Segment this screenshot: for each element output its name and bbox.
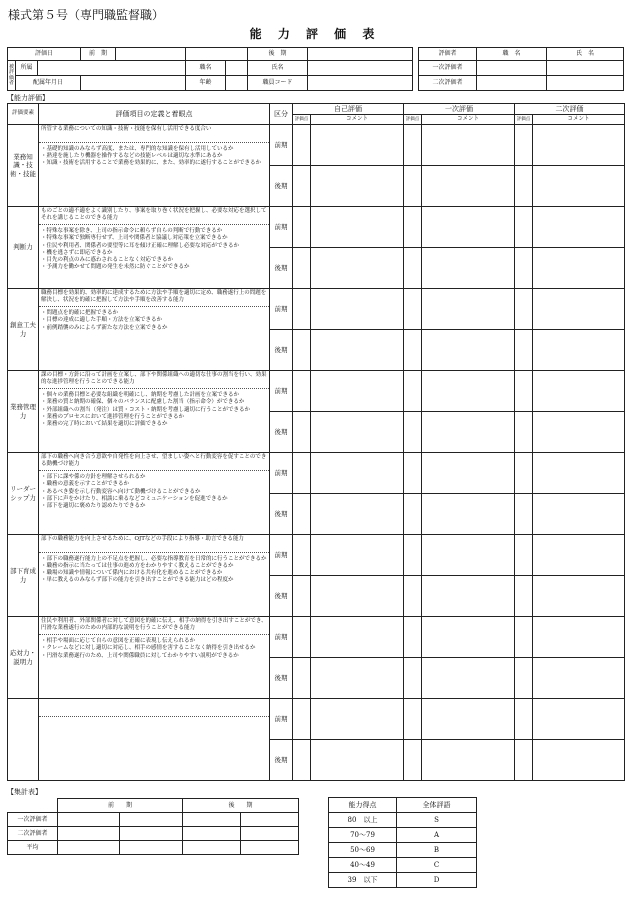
- second-half-date-field[interactable]: [308, 48, 413, 61]
- second-score-cell[interactable]: [515, 289, 533, 330]
- self-score-cell[interactable]: [293, 330, 311, 371]
- first-period-label: 前期: [270, 207, 293, 248]
- second-comment-cell[interactable]: [533, 166, 625, 207]
- criterion-row: [8, 535, 625, 576]
- summary-cell[interactable]: [120, 813, 183, 827]
- self-eval-header: 自己評価: [293, 104, 404, 115]
- self-score-cell[interactable]: [293, 535, 311, 576]
- summary-cell[interactable]: [183, 827, 241, 841]
- self-comment-cell[interactable]: [311, 740, 404, 781]
- evaluatee-label: 被評価者: [8, 61, 16, 91]
- first-comment-cell[interactable]: [422, 494, 515, 535]
- first-evaluator-name-field[interactable]: [547, 61, 624, 76]
- first-period-label: 前期: [270, 453, 293, 494]
- name-field[interactable]: [308, 61, 413, 76]
- criterion-definition-cell: [39, 289, 270, 371]
- first-period-label: 前期: [270, 289, 293, 330]
- criterion-definition-cell: [39, 535, 270, 617]
- criterion-definition: [39, 699, 269, 717]
- second-period-label: 後期: [270, 576, 293, 617]
- second-half-label: 後 期: [248, 48, 308, 61]
- first-score-cell[interactable]: [404, 330, 422, 371]
- age-label: 年齢: [186, 76, 226, 91]
- criterion-points: ・部下の職務遂行能力上の不足点を把握し、必要な指導教育を日常的に行うことができるか ・職務の指示に当たっては仕事の進め方をわかりやすく教えることができるか ・職場の知識や情報について係内における共有化を進めることができるか ・単に教えるのみならず部下の能力を引き出すことができる能力はどの程度か: [41, 556, 267, 584]
- second-comment-cell[interactable]: [533, 125, 625, 166]
- summary-cell[interactable]: [58, 827, 120, 841]
- criterion-row: [8, 289, 625, 330]
- second-period-label: 後期: [270, 330, 293, 371]
- second-period-label: 後期: [270, 248, 293, 289]
- self-score-cell[interactable]: [293, 166, 311, 207]
- first-score-cell[interactable]: [404, 658, 422, 699]
- division-header: 区分: [270, 104, 293, 125]
- criterion-definition-cell: [39, 453, 270, 535]
- evaluator-header: 評価者: [419, 48, 477, 61]
- assigned-date-field[interactable]: [81, 76, 186, 91]
- first-score-cell[interactable]: [404, 412, 422, 453]
- summary-cell[interactable]: [58, 813, 120, 827]
- first-score-cell[interactable]: [404, 576, 422, 617]
- second-comment-cell[interactable]: [533, 494, 625, 535]
- criterion-definition: 部下の職務へ向き合う意欲や自発性を向上させ、望ましい姿へと行動変容を促すことのできる動機づけ能力: [39, 453, 269, 471]
- position-label: 職名: [186, 61, 226, 76]
- grade-letter: B: [397, 843, 477, 858]
- first-comment-cell[interactable]: [422, 535, 515, 576]
- assigned-date-label: 配属年月日: [16, 76, 81, 91]
- second-period-label: 後期: [270, 166, 293, 207]
- definition-header: 評価項目の定義と着眼点: [39, 104, 270, 125]
- self-comment-cell[interactable]: [311, 289, 404, 330]
- criterion-row: [8, 699, 625, 740]
- second-score-header: 評価点: [515, 115, 533, 125]
- summary-cell[interactable]: [241, 841, 299, 855]
- first-comment-cell[interactable]: [422, 125, 515, 166]
- self-score-cell[interactable]: [293, 371, 311, 412]
- evaluator-name-header: 氏 名: [547, 48, 624, 61]
- criterion-points: ・相手や場面に応じて自らの意図を正確に表現し伝えられるか ・クレームなどに対し適切に対応し、相手の感情を害することなく納得を引き出せるか ・円滑な業務遂行のため、上司や関係職員に対してわかりやすい説明ができるか: [41, 638, 256, 659]
- summary-cell[interactable]: [58, 841, 120, 855]
- criterion-points: ・個々の業務目標と必要な組織を明確にし、納期を考慮した計画を立案できるか ・業務の質と納期の確保、個々のバランスに配慮した割当（指示命令）ができるか ・外部組織への割当（発注）は質・コスト・納期を考慮し適切に行うことができるか ・業務のプロセスにおいて進捗管理を行うことができるか ・業務の完了時において結果を適切に評価できるか: [41, 392, 251, 427]
- criterion-definition: 部下の職務能力を向上させるために、OJTなどの手段により指導・助言できる能力: [39, 535, 269, 553]
- first-eval-header: 一次評価: [404, 104, 515, 115]
- grade-score-header: 能力得点: [329, 798, 397, 813]
- first-period-label: 前期: [270, 535, 293, 576]
- grade-letter: A: [397, 828, 477, 843]
- summary-cell[interactable]: [120, 841, 183, 855]
- self-comment-cell[interactable]: [311, 412, 404, 453]
- first-score-cell[interactable]: [404, 494, 422, 535]
- self-score-cell[interactable]: [293, 740, 311, 781]
- second-comment-cell[interactable]: [533, 330, 625, 371]
- criterion-points: ・問題点を的確に把握できるか ・目標の達成に適した手順・方法を立案できるか ・前例踏襲のみによらず新たな方法を立案できるか: [41, 310, 168, 331]
- self-score-cell[interactable]: [293, 207, 311, 248]
- second-comment-cell[interactable]: [533, 658, 625, 699]
- summary-row-label: 平均: [8, 841, 58, 855]
- self-score-cell[interactable]: [293, 658, 311, 699]
- second-eval-header: 二次評価: [515, 104, 625, 115]
- criterion-row: [8, 453, 625, 494]
- self-score-cell[interactable]: [293, 576, 311, 617]
- first-comment-cell[interactable]: [422, 617, 515, 658]
- second-period-label: 後期: [270, 412, 293, 453]
- self-score-cell[interactable]: [293, 453, 311, 494]
- second-evaluator-label: 二次評価者: [419, 76, 477, 91]
- self-comment-cell[interactable]: [311, 166, 404, 207]
- first-score-cell[interactable]: [404, 740, 422, 781]
- dept-field[interactable]: [38, 61, 186, 76]
- first-comment-cell[interactable]: [422, 371, 515, 412]
- first-score-cell[interactable]: [404, 453, 422, 494]
- self-comment-cell[interactable]: [311, 125, 404, 166]
- grade-letter: C: [397, 858, 477, 873]
- criterion-definition: 職務目標を効果的、効率的に達成するために方法や手順を適切に定め、職務遂行上の問題を解決し、状況を的確に把握して方法や手順を改善する能力: [39, 289, 269, 307]
- self-comment-header: コメント: [311, 115, 404, 125]
- first-comment-cell[interactable]: [422, 658, 515, 699]
- criterion-definition-cell: [39, 125, 270, 207]
- grade-table: [328, 797, 477, 888]
- first-comment-cell[interactable]: [422, 207, 515, 248]
- self-comment-cell[interactable]: [311, 207, 404, 248]
- first-period-label: 前期: [270, 125, 293, 166]
- criterion-row: [8, 371, 625, 412]
- first-period-label: 前期: [270, 371, 293, 412]
- name-label: 氏名: [248, 61, 308, 76]
- second-comment-cell[interactable]: [533, 453, 625, 494]
- grade-letter: D: [397, 873, 477, 888]
- ability-evaluation-grid: [7, 103, 625, 781]
- self-comment-cell[interactable]: [311, 330, 404, 371]
- first-score-cell[interactable]: [404, 699, 422, 740]
- first-half-date-field[interactable]: [116, 48, 186, 61]
- criterion-element: 業務知識・技術・技能: [8, 125, 39, 207]
- first-score-cell[interactable]: [404, 371, 422, 412]
- self-comment-cell[interactable]: [311, 453, 404, 494]
- summary-table: [7, 798, 299, 855]
- grade-row: [329, 873, 477, 888]
- second-comment-cell[interactable]: [533, 617, 625, 658]
- self-score-cell[interactable]: [293, 412, 311, 453]
- second-period-label: 後期: [270, 740, 293, 781]
- summary-cell[interactable]: [183, 841, 241, 855]
- summary-second-period-header: 後 期: [183, 799, 299, 813]
- summary-corner: [8, 799, 58, 813]
- first-comment-cell[interactable]: [422, 330, 515, 371]
- criterion-element: 創意工夫力: [8, 289, 39, 371]
- second-score-cell[interactable]: [515, 166, 533, 207]
- self-score-cell[interactable]: [293, 699, 311, 740]
- summary-row-label: 一次評価者: [8, 813, 58, 827]
- criterion-definition: ものごとの適不適をよく識別したり、事案を取り巻く状況を把握し、必要な対応を選択してそれを講じることのできる能力: [39, 207, 269, 225]
- criterion-points: ・特殊な事案を除き、上司の指示命令に頼らず自らの判断で行動できるか ・特殊な事案で独断専行せず、上司や関係者と協議し対応策を立案できるか ・住民や利用者、関係者の要望等に耳を傾け正確に理解し必要な対応ができるか ・機を逃さずに即応できるか ・目先の利点のみに惑わされることなく対応できるか ・予測力を働かせて問題の発生を未然に防ぐことができるか: [41, 228, 240, 270]
- summary-first-period-header: 前 期: [58, 799, 183, 813]
- self-comment-cell[interactable]: [311, 658, 404, 699]
- summary-cell[interactable]: [183, 813, 241, 827]
- first-comment-cell[interactable]: [422, 248, 515, 289]
- evaluatee-info-table: [7, 47, 413, 91]
- first-score-cell[interactable]: [404, 289, 422, 330]
- first-score-cell[interactable]: [404, 125, 422, 166]
- second-comment-cell[interactable]: [533, 248, 625, 289]
- second-period-label: 後期: [270, 658, 293, 699]
- self-score-cell[interactable]: [293, 125, 311, 166]
- first-score-cell[interactable]: [404, 207, 422, 248]
- first-period-label: 前期: [270, 699, 293, 740]
- evaluators-table: [418, 47, 624, 91]
- grade-row: [329, 828, 477, 843]
- self-comment-cell[interactable]: [311, 699, 404, 740]
- criterion-row: [8, 207, 625, 248]
- second-comment-cell[interactable]: [533, 576, 625, 617]
- self-score-cell[interactable]: [293, 494, 311, 535]
- age-field[interactable]: [226, 76, 248, 91]
- second-score-cell[interactable]: [515, 371, 533, 412]
- grade-range: 70～79: [329, 828, 397, 843]
- grade-range: 40～49: [329, 858, 397, 873]
- grade-row: [329, 858, 477, 873]
- staff-code-field[interactable]: [308, 76, 413, 91]
- criterion-element: 応対力・説明力: [8, 617, 39, 699]
- criterion-definition: 住民や利用者、外部関係者に対して意図を的確に伝え、相手の納得を引き出すことができ、円滑な業務遂行のための内部的な説明を行うことができる能力: [39, 617, 269, 635]
- summary-cell[interactable]: [241, 827, 299, 841]
- first-score-cell[interactable]: [404, 617, 422, 658]
- self-score-header: 評価点: [293, 115, 311, 125]
- self-score-cell[interactable]: [293, 248, 311, 289]
- second-comment-cell[interactable]: [533, 535, 625, 576]
- second-comment-cell[interactable]: [533, 412, 625, 453]
- second-score-cell[interactable]: [515, 453, 533, 494]
- grade-label-header: 全体評語: [397, 798, 477, 813]
- first-comment-cell[interactable]: [422, 412, 515, 453]
- self-comment-cell[interactable]: [311, 248, 404, 289]
- first-comment-cell[interactable]: [422, 740, 515, 781]
- second-score-cell[interactable]: [515, 207, 533, 248]
- second-score-cell[interactable]: [515, 494, 533, 535]
- dept-label: 所属: [16, 61, 38, 76]
- grade-letter: S: [397, 813, 477, 828]
- second-score-cell[interactable]: [515, 658, 533, 699]
- self-score-cell[interactable]: [293, 617, 311, 658]
- second-evaluator-name-field[interactable]: [547, 76, 624, 91]
- criterion-points: ・基礎的知識のみならず高度、または、専門的な知識を保有し活用しているか ・熟達を施したり機器を操作するなどの技能レベルは適切な水準にあるか ・知識・技術を活用することで業務を効果的に、また、効率的に遂行することができるか: [41, 146, 262, 167]
- first-comment-cell[interactable]: [422, 289, 515, 330]
- criterion-definition: 所管する業務についての知識・技術・技能を保有し活用できる度合い: [39, 125, 269, 143]
- first-comment-cell[interactable]: [422, 166, 515, 207]
- second-score-cell[interactable]: [515, 576, 533, 617]
- grade-range: 50～69: [329, 843, 397, 858]
- page-title: 能 力 評 価 表: [249, 27, 381, 41]
- second-comment-cell[interactable]: [533, 207, 625, 248]
- first-score-cell[interactable]: [404, 166, 422, 207]
- first-score-cell[interactable]: [404, 248, 422, 289]
- first-comment-cell[interactable]: [422, 576, 515, 617]
- first-evaluator-position-field[interactable]: [477, 61, 547, 76]
- second-score-cell[interactable]: [515, 617, 533, 658]
- summary-cell[interactable]: [120, 827, 183, 841]
- second-score-cell[interactable]: [515, 699, 533, 740]
- first-half-label: 前 期: [81, 48, 116, 61]
- criterion-points: ・部下に課や係の方針を理解させられるか ・職務の意義を示すことができるか ・あるべき姿を示し行動変容へ向けて動機づけることができるか ・部下に声をかけたり、相談に乗るなどコミュニケーションを促進できるか ・部下を適切に褒めたり認めたりできるか: [41, 474, 228, 509]
- self-comment-cell[interactable]: [311, 494, 404, 535]
- second-comment-cell[interactable]: [533, 289, 625, 330]
- form-number: 様式第５号（専門職監督職）: [8, 8, 165, 22]
- second-evaluator-position-field[interactable]: [477, 76, 547, 91]
- second-score-cell[interactable]: [515, 740, 533, 781]
- second-score-cell[interactable]: [515, 535, 533, 576]
- first-period-label: 前期: [270, 617, 293, 658]
- criterion-row: [8, 617, 625, 658]
- second-score-cell[interactable]: [515, 412, 533, 453]
- criterion-element: [8, 699, 39, 781]
- second-score-cell[interactable]: [515, 125, 533, 166]
- second-comment-cell[interactable]: [533, 699, 625, 740]
- second-period-label: 後期: [270, 494, 293, 535]
- position-field[interactable]: [226, 61, 248, 76]
- criterion-definition-cell: [39, 617, 270, 699]
- first-comment-cell[interactable]: [422, 699, 515, 740]
- criterion-element: 業務管理力: [8, 371, 39, 453]
- staff-code-label: 職員コード: [248, 76, 308, 91]
- self-comment-cell[interactable]: [311, 576, 404, 617]
- criterion-element: リーダーシップ力: [8, 453, 39, 535]
- second-score-cell[interactable]: [515, 330, 533, 371]
- first-comment-cell[interactable]: [422, 453, 515, 494]
- grade-row: [329, 813, 477, 828]
- self-comment-cell[interactable]: [311, 371, 404, 412]
- self-comment-cell[interactable]: [311, 617, 404, 658]
- ability-section-label: 【能力評価】: [7, 94, 49, 102]
- summary-section-label: 【集計表】: [7, 788, 42, 796]
- second-comment-cell[interactable]: [533, 740, 625, 781]
- first-score-cell[interactable]: [404, 535, 422, 576]
- criterion-definition: 課の目標・方針に沿って計画を立案し、部下や関係組織への適切な仕事の割当を行い、効果的な進捗管理を行うことのできる能力: [39, 371, 269, 389]
- summary-row-label: 二次評価者: [8, 827, 58, 841]
- criterion-definition-cell: [39, 207, 270, 289]
- criterion-definition-cell: [39, 371, 270, 453]
- element-header: 評価要素: [8, 104, 39, 125]
- grade-range: 39 以下: [329, 873, 397, 888]
- grade-row: [329, 843, 477, 858]
- evaluator-position-header: 職 名: [477, 48, 547, 61]
- second-comment-header: コメント: [533, 115, 625, 125]
- criterion-element: 部下育成力: [8, 535, 39, 617]
- spacer-cell: [186, 48, 248, 61]
- grade-range: 80 以上: [329, 813, 397, 828]
- criterion-points: [39, 719, 269, 721]
- first-score-header: 評価点: [404, 115, 422, 125]
- criterion-element: 判断力: [8, 207, 39, 289]
- self-comment-cell[interactable]: [311, 535, 404, 576]
- summary-cell[interactable]: [241, 813, 299, 827]
- second-comment-cell[interactable]: [533, 371, 625, 412]
- eval-date-label: 評価日: [8, 48, 81, 61]
- self-score-cell[interactable]: [293, 289, 311, 330]
- first-comment-header: コメント: [422, 115, 515, 125]
- criterion-definition-cell: [39, 699, 270, 781]
- second-score-cell[interactable]: [515, 248, 533, 289]
- criterion-row: [8, 125, 625, 166]
- first-evaluator-label: 一次評価者: [419, 61, 477, 76]
